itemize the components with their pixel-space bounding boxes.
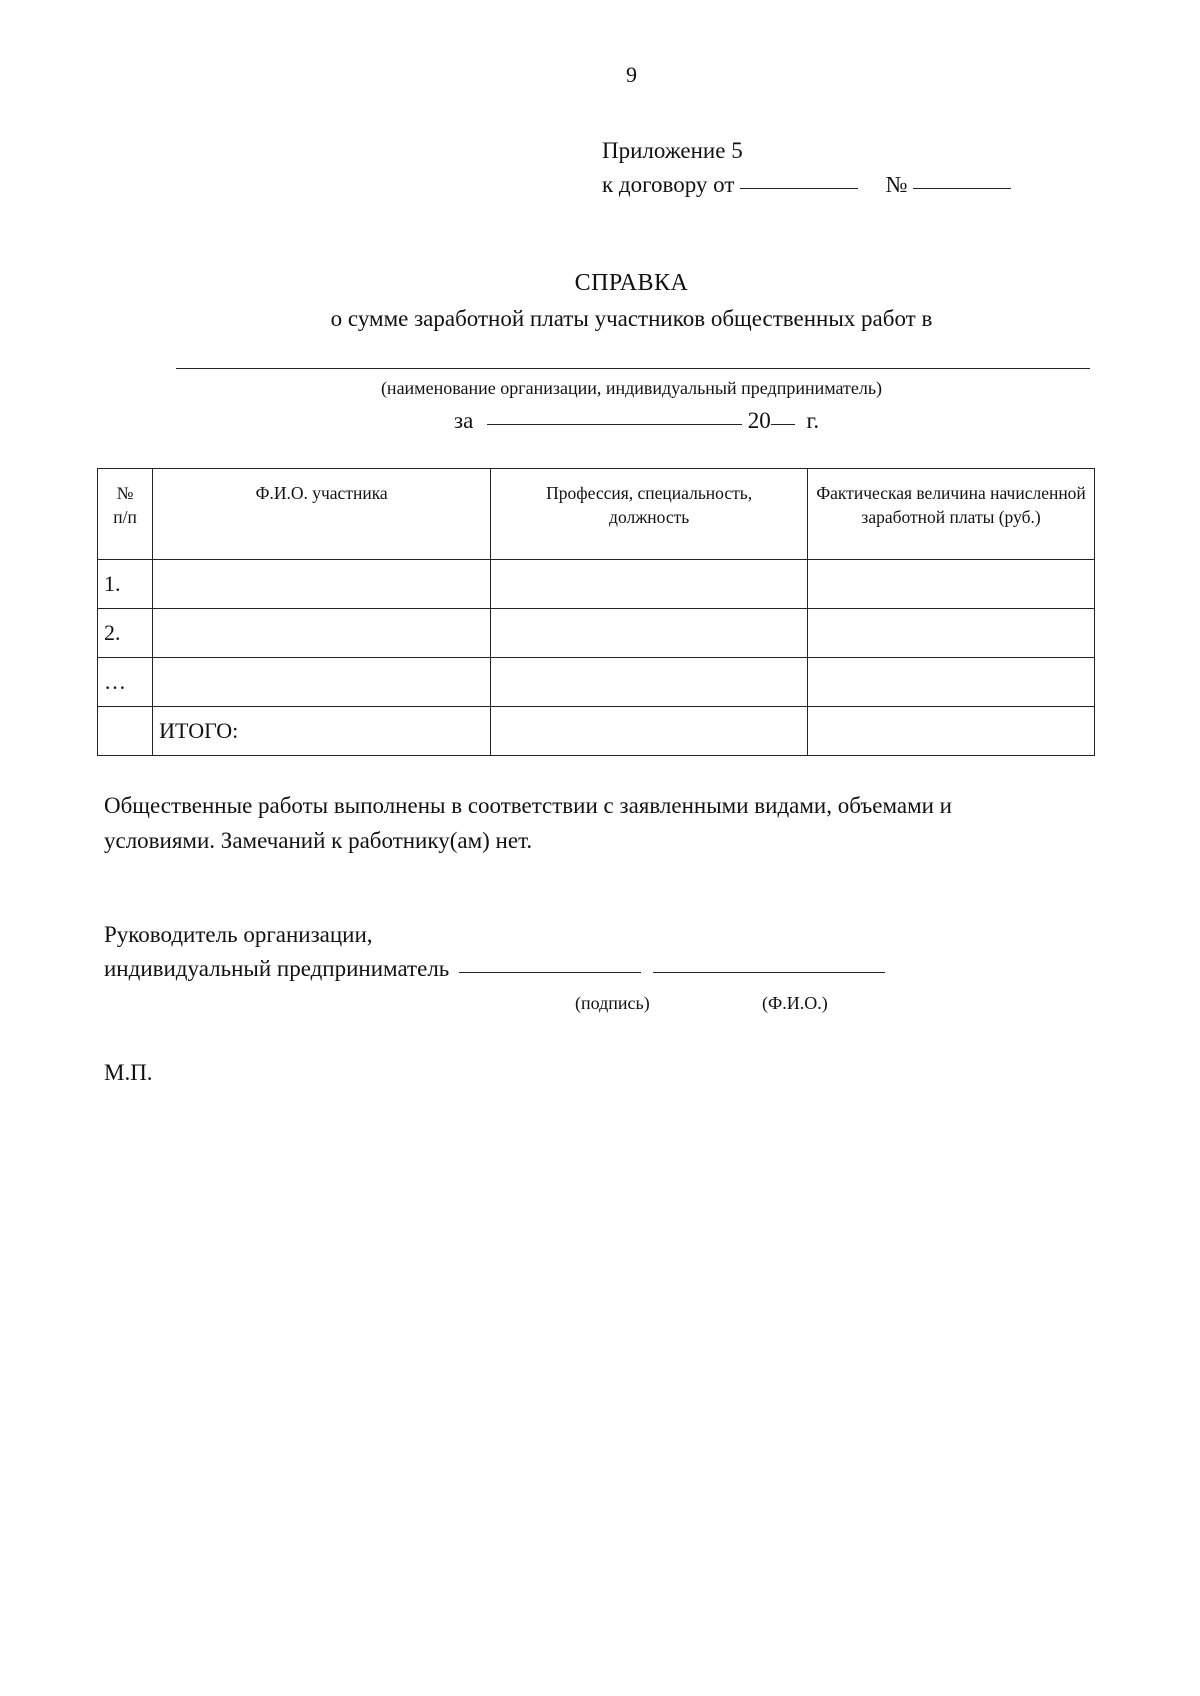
row-number: … [98, 658, 153, 707]
signature-blank[interactable] [459, 971, 641, 973]
header-fio: Ф.И.О. участника [153, 469, 491, 560]
signer-title-line1: Руководитель организации, [104, 922, 373, 947]
signer-name-blank[interactable] [653, 971, 885, 973]
year-suffix: г. [806, 408, 820, 433]
total-label: ИТОГО: [153, 707, 491, 756]
name-caption: (Ф.И.О.) [762, 993, 828, 1013]
row-profession-cell[interactable] [491, 560, 808, 609]
number-sign: № [885, 172, 908, 197]
organization-name-blank[interactable] [176, 368, 1090, 369]
statement-paragraph: Общественные работы выполнены в соответствии с заявленными видами, объемами и условиями. Замечаний к работнику(ам) нет. [104, 793, 952, 853]
contract-prefix: к договору от [602, 172, 735, 197]
stamp-placeholder: М.П. [104, 1060, 153, 1085]
total-profession-cell[interactable] [491, 707, 808, 756]
contract-date-blank[interactable] [740, 187, 858, 189]
row-profession-cell[interactable] [491, 658, 808, 707]
period-blank[interactable] [487, 423, 742, 425]
row-pay-cell[interactable] [808, 609, 1095, 658]
appendix-title: Приложение 5 [602, 138, 743, 163]
period-prefix: за [454, 408, 474, 433]
total-number-cell [98, 707, 153, 756]
document-subtitle: о сумме заработной платы участников общественных работ в [330, 306, 933, 331]
table-header-row [98, 469, 1095, 560]
table-row [98, 560, 1095, 609]
page-number: 9 [626, 62, 637, 87]
signature-caption: (подпись) [575, 993, 650, 1013]
salary-table [97, 468, 1095, 756]
signer-title-line2 [104, 956, 885, 982]
row-pay-cell[interactable] [808, 560, 1095, 609]
period-line [454, 408, 819, 434]
header-pay: Фактическая величина начисленной заработной платы (руб.) [808, 469, 1095, 560]
header-profession: Профессия, специальность, должность [491, 469, 808, 560]
row-fio-cell[interactable] [153, 609, 491, 658]
row-fio-cell[interactable] [153, 658, 491, 707]
header-number: № п/п [98, 469, 153, 560]
row-number: 1. [98, 560, 153, 609]
row-fio-cell[interactable] [153, 560, 491, 609]
row-profession-cell[interactable] [491, 609, 808, 658]
year-blank[interactable] [771, 423, 795, 425]
row-number: 2. [98, 609, 153, 658]
year-prefix: 20 [747, 408, 771, 433]
table-row [98, 658, 1095, 707]
signer-role: индивидуальный предприниматель [104, 956, 450, 981]
appendix-contract-line [602, 172, 1011, 198]
table-total-row [98, 707, 1095, 756]
contract-number-blank[interactable] [913, 187, 1011, 189]
total-pay-cell[interactable] [808, 707, 1095, 756]
table-row [98, 609, 1095, 658]
row-pay-cell[interactable] [808, 658, 1095, 707]
organization-caption: (наименование организации, индивидуальный предприниматель) [380, 378, 883, 398]
document-title: СПРАВКА [574, 270, 689, 296]
